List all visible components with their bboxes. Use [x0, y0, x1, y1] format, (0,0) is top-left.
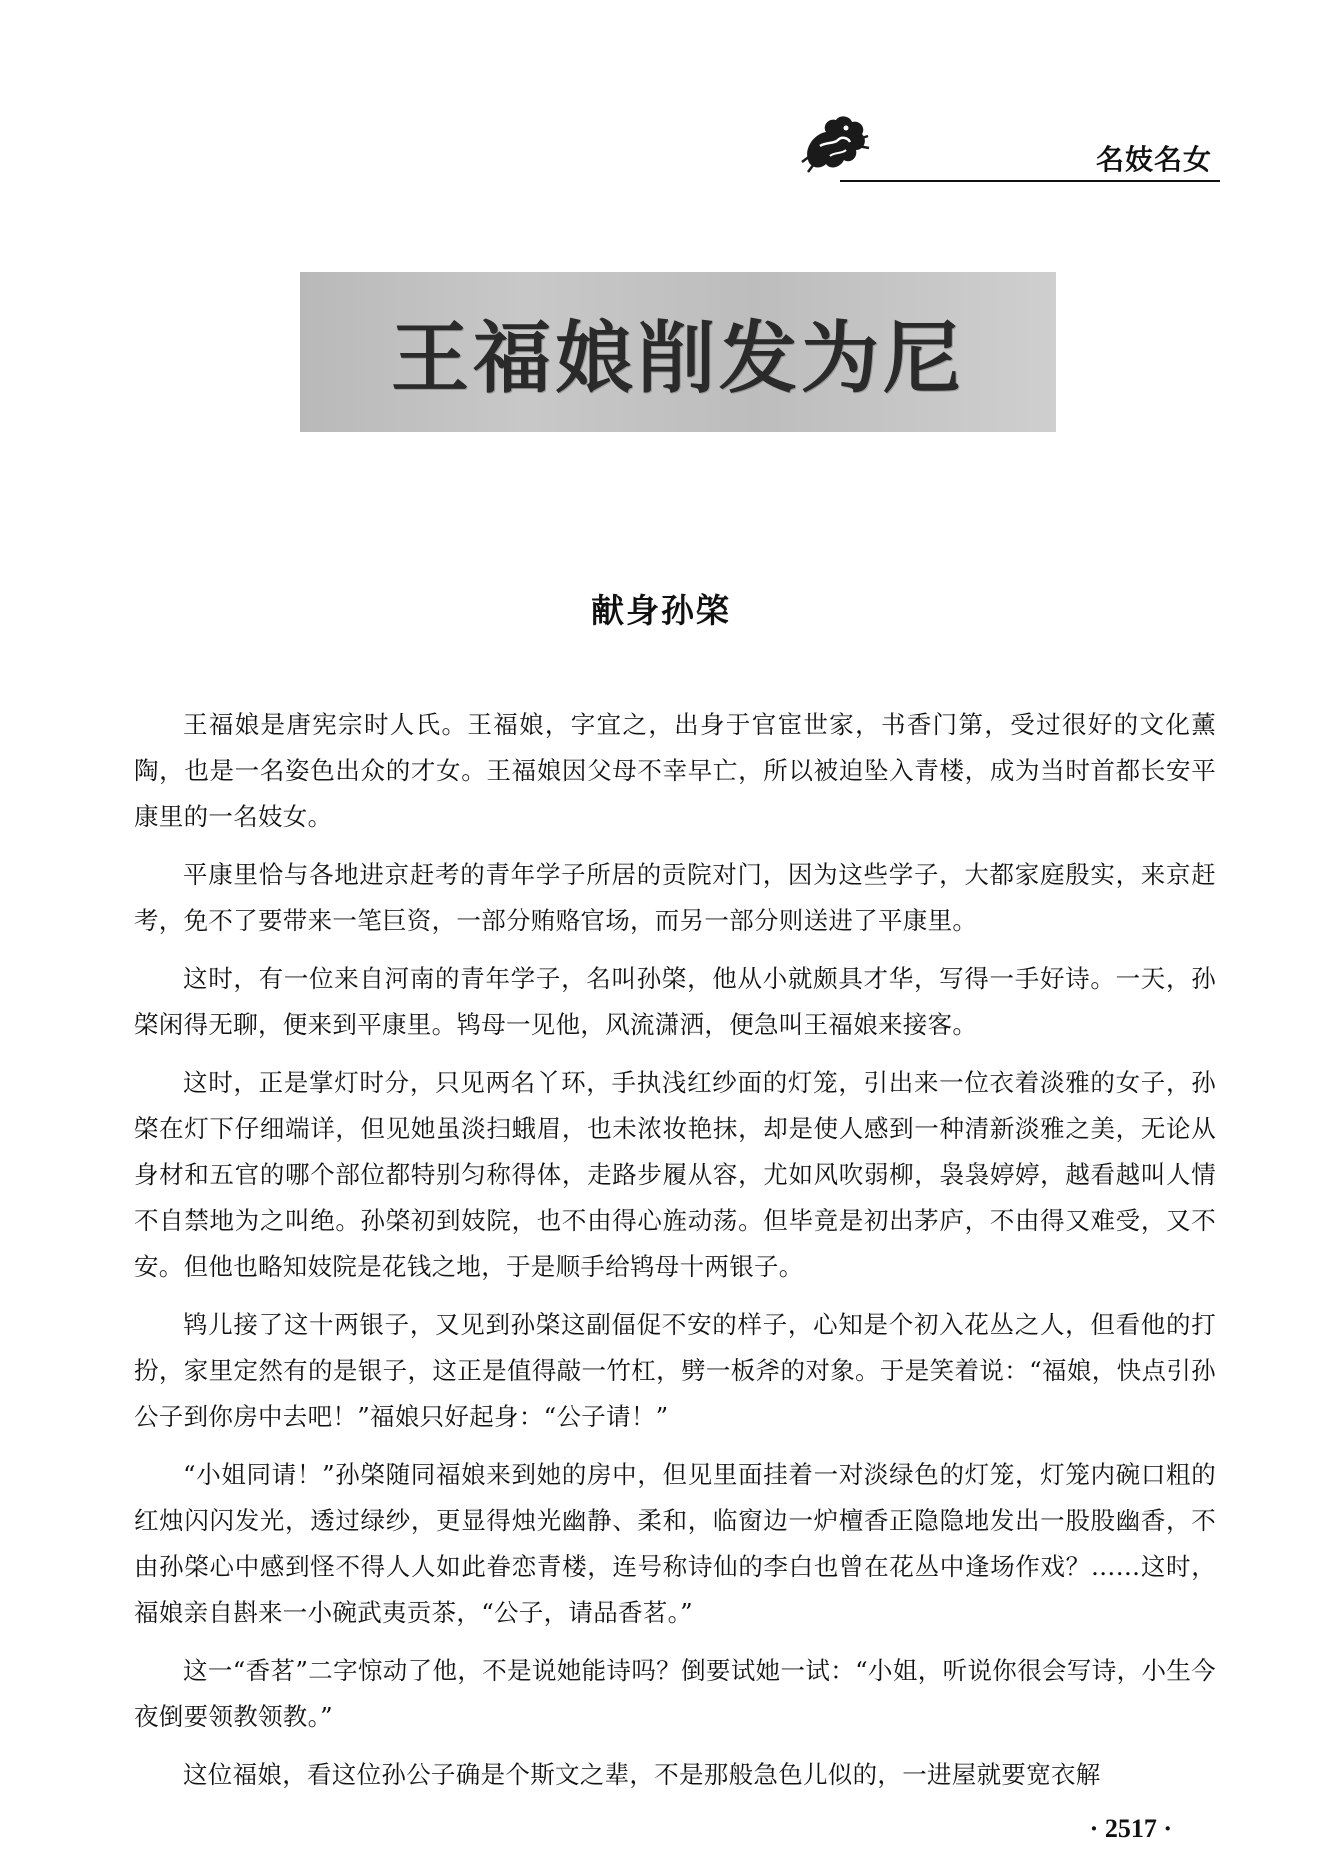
dragon-icon — [800, 112, 870, 174]
paragraph: 王福娘是唐宪宗时人氏。王福娘，字宜之，出身于官宦世家，书香门第，受过很好的文化薰陶，也是一名姿色出众的才女。王福娘因父母不幸早亡，所以被迫坠入青楼，成为当时首都长安平康里的一名妓女。 — [134, 710, 1216, 831]
paragraph: 这时，有一位来自河南的青年学子，名叫孙棨，他从小就颇具才华，写得一手好诗。一天，孙棨闲得无聊，便来到平康里。鸨母一见他，风流潇洒，便急叫王福娘来接客。 — [134, 964, 1216, 1039]
header-rule — [840, 180, 1220, 182]
paragraph: “小姐同请！”孙棨随同福娘来到她的房中，但见里面挂着一对淡绿色的灯笼，灯笼内碗口粗的红烛闪闪发光，透过绿纱，更显得烛光幽静、柔和，临窗边一炉檀香正隐隐地发出一股股幽香，不由孙棨心中感到怪不得人人如此眷恋青楼，连号称诗仙的李白也曾在花丛中逢场作戏？……这时，福娘亲自斟来一小碗武夷贡茶，“公子，请品香茗。” — [134, 1460, 1216, 1627]
body-text — [134, 702, 1216, 1810]
paragraph: 这一“香茗”二字惊动了他，不是说她能诗吗？倒要试她一试：“小姐，听说你很会写诗，小生今夜倒要领教领教。” — [134, 1656, 1216, 1731]
paragraph: 平康里恰与各地进京赶考的青年学子所居的贡院对门，因为这些学子，大都家庭殷实，来京赶考，免不了要带来一笔巨资，一部分贿赂官场，而另一部分则送进了平康里。 — [134, 860, 1216, 935]
paragraph: 这时，正是掌灯时分，只见两名丫环，手执浅红纱面的灯笼，引出来一位衣着淡雅的女子，孙棨在灯下仔细端详，但见她虽淡扫蛾眉，也未浓妆艳抹，却是使人感到一种清新淡雅之美，无论从身材和五官的哪个部位都特别匀称得体，走路步履从容，尤如风吹弱柳，袅袅婷婷，越看越叫人情不自禁地为之叫绝。孙棨初到妓院，也不由得心旌动荡。但毕竟是初出茅庐，不由得又难受，又不安。但他也略知妓院是花钱之地，于是顺手给鸨母十两银子。 — [134, 1068, 1216, 1281]
page-number: · 2517 · — [1089, 1814, 1172, 1843]
chapter-title: 王福娘削发为尼 — [390, 313, 965, 404]
running-header-title: 名妓名女 — [1095, 143, 1212, 176]
paragraph: 这位福娘，看这位孙公子确是个斯文之辈，不是那般急色儿似的，一进屋就要宽衣解 — [183, 1760, 1101, 1789]
section-heading: 献身孙棨 — [591, 591, 731, 630]
running-header — [800, 108, 1220, 188]
chapter-title-banner — [300, 272, 1056, 432]
paragraph: 鸨儿接了这十两银子，又见到孙棨这副偪促不安的样子，心知是个初入花丛之人，但看他的打扮，家里定然有的是银子，这正是值得敲一竹杠，劈一板斧的对象。于是笑着说：“福娘，快点引孙公子到你房中去吧！”福娘只好起身：“公子请！” — [134, 1310, 1216, 1431]
